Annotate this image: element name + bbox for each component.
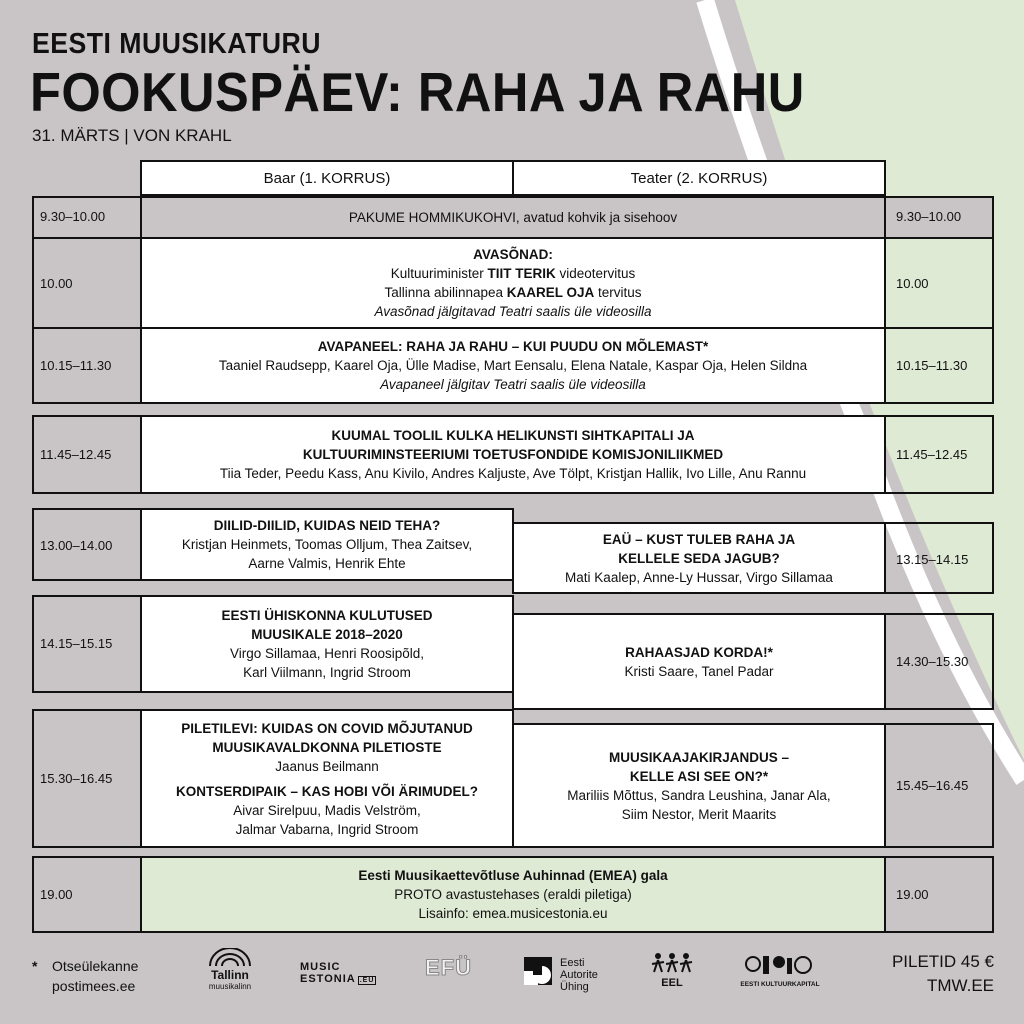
kulka-logo [740, 952, 820, 991]
event-supertitle: EESTI MUUSIKATURU [32, 28, 321, 60]
time-left: 9.30–10.00 [40, 209, 106, 224]
session-title: EAÜ – KUST TULEB RAHA JA [602, 531, 796, 547]
session-speakers: Kristi Saare, Tanel Padar [624, 663, 774, 679]
time-left: 10.15–11.30 [40, 358, 112, 373]
time-right: 10.15–11.30 [896, 358, 968, 373]
music-estonia-logo [300, 961, 376, 987]
session-ticketing [140, 709, 514, 848]
efu-logo: EFÜ [425, 955, 472, 980]
column-header-theatre: Teater (2. KORRUS) [512, 160, 886, 196]
time-right: 14.30–15.30 [896, 654, 969, 669]
footnote-star: * [32, 958, 38, 974]
eel-runners-icon [648, 952, 696, 974]
session-title: DIILID-DIILID, KUIDAS NEID TEHA? [213, 518, 441, 533]
session-eau [512, 522, 886, 594]
logo-text: MUSIC [300, 961, 341, 973]
time-left: 14.15–15.15 [40, 636, 113, 651]
logo-text: Autorite [560, 969, 598, 981]
tallinn-arch-icon [206, 948, 254, 966]
eau-logo-text [560, 957, 598, 993]
ticket-price: PILETID 45 € [891, 952, 994, 971]
time-left: 19.00 [40, 887, 73, 902]
time-left: 13.00–14.00 [40, 538, 113, 553]
time-right: 13.15–14.15 [896, 552, 969, 567]
session-title: KULTUURIMINSTEERIUMI TOETUSFONDIDE KOMISJONILIIKMED [302, 447, 724, 462]
session-title: MUUSIKAAJAKIRJANDUS – [608, 749, 790, 765]
text: Kultuuriminister [390, 266, 488, 281]
time-right: 19.00 [896, 887, 929, 902]
session-deals [140, 508, 514, 581]
eel-logo [648, 952, 696, 989]
eau-logo [524, 957, 552, 990]
session-title: KUUMAL TOOLIL KULKA HELIKUNSTI SIHTKAPITALI JA [331, 428, 695, 443]
text: Tallinna abilinnapea [384, 285, 507, 300]
session-speakers: Karl Viilmann, Ingrid Stroom [243, 665, 411, 680]
logo-text: Ühing [560, 981, 589, 993]
session-title: RAHAASJAD KORDA!* [625, 644, 773, 660]
time-right: 15.45–16.45 [896, 778, 969, 793]
time-right: 10.00 [896, 276, 929, 291]
tallinn-logo-text: Tallinn [211, 968, 249, 982]
column-header-bar: Baar (1. KORRUS) [140, 160, 514, 196]
session-title: EESTI ÜHISKONNA KULUTUSED [221, 608, 433, 623]
session-gala [140, 856, 886, 933]
time-right: 9.30–10.00 [896, 209, 962, 224]
session-title: MUUSIKALE 2018–2020 [251, 627, 403, 642]
session-spending [140, 595, 514, 693]
time-left: 15.30–16.45 [40, 771, 113, 786]
session-line [384, 283, 641, 302]
session-title: PILETILEVI: KUIDAS ON COVID MÕJUTANUD [181, 720, 473, 736]
session-hotseat [140, 415, 886, 494]
website-link[interactable]: TMW.EE [926, 976, 994, 995]
kulka-figures-icon [745, 952, 815, 976]
session-speakers: Aarne Valmis, Henrik Ehte [248, 556, 406, 571]
session-title: KELLE ASI SEE ON?* [629, 768, 769, 784]
logo-text: EEL [661, 977, 683, 989]
session-speakers: Taaniel Raudsepp, Kaarel Oja, Ülle Madise, Mart Eensalu, Elena Natale, Kaspar Oja, Helen Sildna [218, 358, 808, 373]
session-speakers: Siim Nestor, Merit Maarits [621, 806, 777, 822]
date-venue: 31. MÄRTS | VON KRAHL [32, 126, 232, 145]
time-right: 11.45–12.45 [896, 447, 968, 462]
footnote-line2: postimees.ee [52, 978, 136, 994]
text: videotervitus [555, 266, 636, 281]
speaker-name: TIIT TERIK [487, 266, 556, 281]
logo-text: .EU [359, 977, 375, 984]
session-title: AVASÕNAD: [473, 247, 553, 262]
page-title: FOOKUSPÄEV: RAHA JA RAHU [30, 61, 805, 123]
logo-text: Eesti [560, 957, 585, 969]
tallinn-logo-sub: muusikalinn [208, 982, 252, 991]
session-title: AVAPANEEL: RAHA JA RAHU – KUI PUUDU ON MÕLEMAST* [317, 339, 709, 354]
footnote-line1: Otseülekanne [52, 958, 139, 974]
session-speakers: Tiia Teder, Peedu Kass, Anu Kivilo, Andres Kaljuste, Ave Tölpt, Kristjan Hallik, Ivo Lille, Anu Rannu [219, 466, 807, 481]
session-coffee: PAKUME HOMMIKUKOHVI, avatud kohvik ja sisehoov [140, 196, 886, 239]
session-journalism [512, 723, 886, 848]
session-speakers: Mariliis Mõttus, Sandra Leushina, Janar Ala, [567, 787, 831, 803]
session-line [391, 264, 636, 283]
session-opening [140, 237, 886, 329]
speaker-name: KAAREL OJA [506, 285, 595, 300]
session-speakers: Kristjan Heinmets, Toomas Olljum, Thea Zaitsev, [181, 537, 473, 552]
session-speakers: Mati Kaalep, Anne-Ly Hussar, Virgo Sillamaa [565, 569, 833, 585]
time-left: 11.45–12.45 [40, 447, 112, 462]
session-panel [140, 327, 886, 404]
tallinn-logo [200, 948, 260, 993]
session-title: KONTSERDIPAIK – KAS HOBI VÕI ÄRIMUDEL? [175, 783, 479, 799]
session-speakers: Virgo Sillamaa, Henri Roosipõld, [229, 646, 425, 661]
session-note: Avasõnad jälgitavad Teatri saalis üle videosilla [374, 304, 652, 319]
session-money [512, 613, 886, 710]
session-title: Eesti Muusikaettevõtluse Auhinnad (EMEA) gala [358, 868, 668, 883]
eau-logo-icon [524, 957, 552, 985]
session-link[interactable]: Lisainfo: emea.musicestonia.eu [418, 906, 608, 921]
session-title: KELLELE SEDA JAGUB? [618, 550, 780, 566]
logo-text: ESTONIA [300, 973, 356, 985]
session-note: Avapaneel jälgitav Teatri saalis üle videosilla [380, 377, 646, 392]
session-speakers: Jalmar Vabarna, Ingrid Stroom [235, 821, 419, 837]
logo-text: EESTI KULTUURKAPITAL [740, 981, 820, 988]
session-title: MUUSIKAVALDKONNA PILETIOSTE [212, 739, 442, 755]
text: tervitus [594, 285, 642, 300]
session-info: PROTO avastustehases (eraldi piletiga) [394, 887, 632, 902]
session-speakers: Aivar Sirelpuu, Madis Velström, [233, 802, 421, 818]
time-left: 10.00 [40, 276, 73, 291]
session-speakers: Jaanus Beilmann [275, 758, 379, 774]
